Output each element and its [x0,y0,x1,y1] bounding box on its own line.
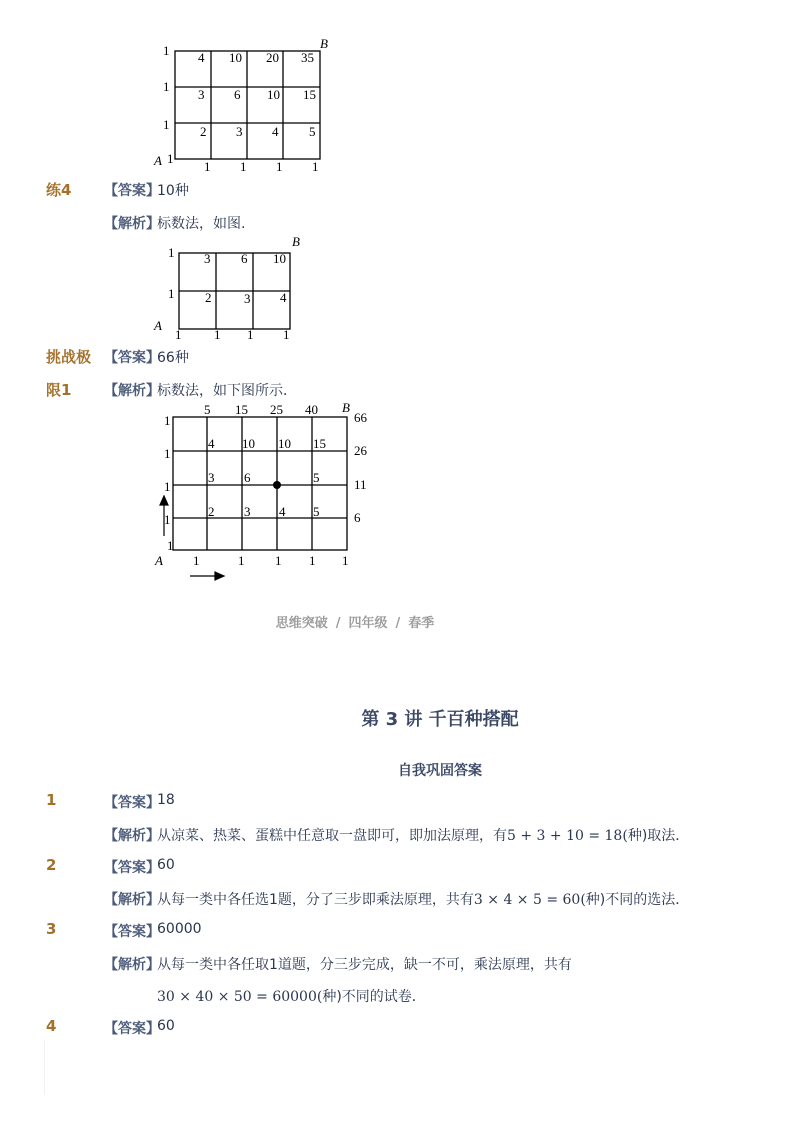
grid-3-right-num: 66 [354,410,367,425]
footer-term: 春季 [408,616,435,631]
grid-1-cell: 35 [301,50,314,65]
grid-3-left-one: 1 [164,413,171,428]
analysis-tag: 【解析】 [104,828,160,844]
footer-series: 思维突破 [275,616,328,631]
grid-3-cell: 5 [313,470,320,485]
grid-3-right-num: 6 [354,510,361,525]
margin-rule [44,1040,45,1095]
grid-3-bottom-one: 1 [275,553,282,568]
grid-1-cell: 4 [198,50,205,65]
page-footer [0,612,710,631]
grid-2-corner-a: A [154,318,162,333]
analysis-unit: 种 [322,989,337,1005]
practice-4-answer: 10种 [157,183,189,199]
analysis-tail: )取法． [641,828,690,844]
grid-1-left-one: 1 [163,79,170,94]
grid-2-cell: 3 [244,291,251,306]
grid-1-bottom-one: 1 [240,159,247,174]
grid-3-cell: 5 [313,504,320,519]
grid-1-cell: 15 [303,87,316,102]
grid-1-cell: 4 [272,124,279,139]
practice-4-analysis: 标数法，如图. [157,216,246,232]
grid-3-bottom-one: 1 [342,553,349,568]
grid-3-marked-point [273,481,281,489]
grid-3-left-one: 1 [164,446,171,461]
right-arrow-icon [190,572,224,580]
grid-2-bottom-one: 1 [247,327,254,342]
question-number: 2 [46,856,57,874]
answer-value: 18 [157,792,175,808]
grid-3-left-one: 1 [164,479,171,494]
answer-tag: 【答案】 [104,1021,160,1037]
grid-3-cell: 3 [244,504,251,519]
grid-3-bottom-one: 1 [309,553,316,568]
grid-2-cell: 3 [204,251,211,266]
analysis-math: 3 × 4 × 5 = 60( [473,892,586,908]
grid-1-bottom-one: 1 [276,159,283,174]
grid-3-cell: 2 [208,504,215,519]
analysis-prose: 从每一类中各任取1道题，分三步完成，缺一不可，乘法原理，共有 [157,957,572,973]
grid-1-corner-b: B [320,36,328,51]
grid-1-cell: 5 [309,124,316,139]
grid-3-top-num: 15 [235,402,248,417]
analysis-text [157,825,689,845]
analysis-text [157,889,689,909]
question-number: 1 [46,791,57,809]
grid-2-bottom-one: 1 [214,327,221,342]
grid-1-cell: 6 [234,87,241,102]
grid-2-left-one: 1 [168,286,175,301]
analysis-prose: 从凉菜、热菜、蛋糕中任意取一盘即可，即加法原理，有 [157,828,507,844]
grid-1-cell: 10 [267,87,280,102]
grid-3-corner-b: B [342,400,350,415]
section-title: 自我巩固答案 [398,763,482,779]
challenge-label-line-2: 限1 [46,381,72,399]
answer-value: 60 [157,857,175,873]
analysis-prose: 从每一类中各任选1题，分了三步即乘法原理，共有 [157,892,474,908]
grid-3-left-one: 1 [164,512,171,527]
grid-3-top-num: 40 [305,402,318,417]
grid-3-cell: 4 [208,436,215,451]
answer-tag: 【答案】 [104,924,160,940]
footer-separator: / [335,616,341,631]
grid-diagram-2 [152,232,312,346]
analysis-tag: 【解析】 [104,957,160,973]
analysis-math: 30 × 40 × 50 = 60000( [157,989,323,1005]
grid-3-top-num: 25 [270,402,283,417]
practice-4-label: 练4 [46,181,72,199]
grid-1-cell: 20 [266,50,279,65]
challenge-analysis: 标数法，如下图所示． [157,383,297,399]
grid-3-bottom-one: 1 [193,553,200,568]
analysis-math: 5 + 3 + 10 = 18( [507,828,628,844]
grid-2-bottom-one: 1 [175,327,182,342]
grid-2-corner-b: B [292,234,300,249]
grid-1-left-one: 1 [163,43,170,58]
grid-3-top-num: 5 [204,402,211,417]
grid-diagram-1 [150,35,330,179]
grid-1-left-one: 1 [163,117,170,132]
grid-2-cell: 6 [241,251,248,266]
grid-1-svg [150,35,330,175]
grid-1-cell: 3 [236,124,243,139]
grid-2-left-one: 1 [168,245,175,260]
analysis-unit: 种 [585,892,600,908]
answer-tag: 【答案】 [104,350,160,366]
answer-value: 60 [157,1018,175,1034]
grid-3-corner-a: A [155,553,163,568]
analysis-text-continued [157,986,426,1006]
grid-3-cell: 3 [208,470,215,485]
grid-2-cell: 4 [280,290,287,305]
grid-1-left-one: 1 [167,151,174,166]
grid-3-cell: 4 [279,504,286,519]
lecture-title: 第 3 讲 千百种搭配 [361,709,519,730]
question-number: 4 [46,1017,57,1035]
grid-3-right-num: 26 [354,443,367,458]
grid-3-cell: 6 [244,470,251,485]
grid-2-svg [152,232,312,342]
analysis-tag: 【解析】 [104,892,160,908]
answer-tag: 【答案】 [104,795,160,811]
analysis-tag: 【解析】 [104,383,160,399]
analysis-unit: 种 [627,828,642,844]
challenge-label-line-1: 挑战极 [46,348,92,366]
grid-1-corner-a: A [154,153,162,168]
footer-grade: 四年级 [348,616,388,631]
grid-diagram-3 [150,398,380,592]
analysis-tag: 【解析】 [104,216,160,232]
footer-separator: / [395,616,401,631]
grid-3-svg [150,398,380,588]
grid-3-right-num: 11 [354,477,367,492]
answer-value: 60000 [157,921,202,937]
grid-3-bottom-one: 1 [238,553,245,568]
grid-3-cell: 10 [242,436,255,451]
grid-3-cell: 10 [278,436,291,451]
grid-1-bottom-one: 1 [204,159,211,174]
grid-2-cell: 2 [205,290,212,305]
grid-2-bottom-one: 1 [283,327,290,342]
grid-3-cell: 15 [313,436,326,451]
question-number: 3 [46,920,57,938]
grid-3-left-one: 1 [167,538,174,553]
grid-1-cell: 2 [200,124,207,139]
grid-1-cell: 10 [229,50,242,65]
answer-tag: 【答案】 [104,183,160,199]
analysis-tail: )不同的试卷． [336,989,426,1005]
analysis-tail: )不同的选法． [599,892,690,908]
answer-tag: 【答案】 [104,860,160,876]
grid-1-bottom-one: 1 [312,159,319,174]
grid-1-cell: 3 [198,87,205,102]
challenge-answer: 66种 [157,350,189,366]
grid-2-cell: 10 [273,251,286,266]
